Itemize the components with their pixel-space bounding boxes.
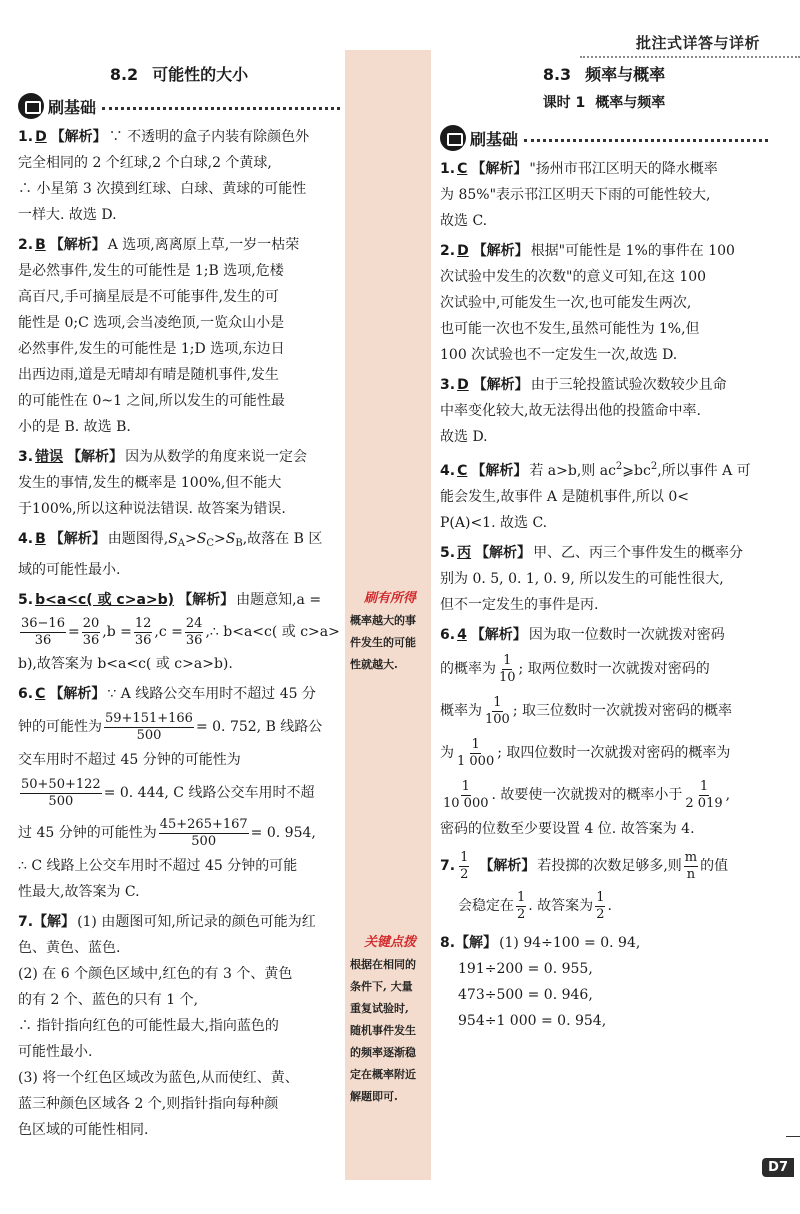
note-takeaway: 刷有所得 概率越大的事 件发生的可能 性就越大. [350, 591, 416, 671]
practice-banner: 刷基础 [18, 92, 340, 120]
answer-item-7: 7. $\frac{1}{2}$ 【解析】 若投掷的次数足够多,则 $\frac{m}{n}$ 的值 会稳定在 $\frac{1}{2}$ . 故答案为 $\frac{1}{2}$ . [440, 849, 729, 922]
fraction: $\frac{1}{2}$ [517, 889, 526, 922]
answer-item-7: 7.【解】 (1) 由题图可知,所记录的颜色可能为红 色、黄色、蓝色. (2) 在 6 个颜色区域中,红色的有 3 个、黄色 的有 2 个、蓝色的只有 1 个, ∴ 指针指向红色的可能性最大,指向蓝色的 可能性最小. (3) 将一个红色区域改为蓝色,从而使红、黄、 蓝三种颜色区域各 2 个,则指针指向每种颜 色区域的可能性相同. [18, 914, 316, 1138]
header-divider [580, 56, 800, 58]
fraction: $\frac{1}{1 000}$ [457, 736, 495, 769]
answer-item-6: 6. 4 【解析】 因为取一位数时一次就拨对密码 的概率为 $\frac{1}{10}$ ; 取两位数时一次就拨对密码的 概率为 $\frac{1}{100}$ ; 取三位数时一次就拨对密码的概率 为 $\frac{1}{1 000}$ ; 取四位数时一次就拨对密码的概率为 $\frac{1}{10 000}$ . 故要使一次就拨对的概率小于 $\frac{1}{2 019}$ , 密码的位数至少要设置 4 位. 故答案为 4. [440, 627, 732, 837]
fraction: $\frac{20}{36}$ [82, 615, 100, 648]
fraction: $\frac{1}{2 019}$ [685, 778, 723, 811]
dotted-rule [524, 139, 768, 142]
right-column [440, 62, 768, 1038]
header-tag: 批注式详答与详析 [635, 34, 760, 52]
answer-item-5: 5. b<a<c( 或 c>a>b) 【解析】 由题意知,a = $\frac{36-16}{36}$ = $\frac{20}{36}$ ,b = $\frac{12}{36}$ ,c = $\frac{24}{36}$ ,∴ b<a<c( 或 c>a> b),故答案为 b<a<c( 或 c>a>b). [18, 592, 340, 672]
fraction: $\frac{59+151+166}{500}$ [105, 710, 193, 743]
page-edge-line [786, 1136, 800, 1137]
fraction: $\frac{1}{10}$ [499, 652, 516, 685]
answer-item-6: 6. C 【解析】 ∵ A 线路公交车用时不超过 45 分 钟的可能性为 $\frac{59+151+166}{500}$ = 0. 752, B 线路公 交车用时不超过 45 分钟的可能性为 $\frac{50+50+122}{500}$ = 0. 444, C 线路公交车用时不超 过 45 分钟的可能性为 $\frac{45+265+167}{500}$ = 0. 954, ∴ C 线路上公交车用时不超过 45 分钟的可能 性最大,故答案为 C. [18, 686, 323, 900]
practice-banner: 刷基础 [440, 124, 768, 152]
answer-item-1: 1. C 【解析】 "扬州市邗江区明天的降水概率 为 85%"表示邗江区明天下雨的可能性较大, 故选 C. [440, 161, 718, 229]
brush-icon [18, 93, 44, 119]
fraction: $\frac{24}{36}$ [185, 615, 203, 648]
fraction: $\frac{50+50+122}{500}$ [21, 776, 101, 809]
fraction: $\frac{45+265+167}{500}$ [159, 816, 248, 849]
answer-item-4: 4. B 【解析】 由题图得$,S_A>S_C>S_B$,故落在 B 区 域的可能性最小. [18, 531, 323, 578]
fraction: $\frac{m}{n}$ [684, 849, 698, 882]
answer-item-1: 1. D 【解析】 ∵ 不透明的盒子内装有除颜色外 完全相同的 2 个红球,2 个白球,2 个黄球, ∴ 小星第 3 次摸到红球、白球、黄球的可能性 一样大. 故选 D. [18, 129, 310, 223]
fraction: $\frac{1}{2}$ [596, 889, 605, 922]
answer-item-2: 2. B 【解析】 A 选项,离离原上草,一岁一枯荣 是必然事件,发生的可能性是 1;B 选项,危楼 高百尺,手可摘星辰是不可能事件,发生的可 能性是 0;C 选项,会当凌绝顶,一览众山小是 必然事件,发生的可能性是 1;D 选项,东边日 出西边雨,道是无晴却有晴是随机事件,发生 的可能性在 0~1 之间,所以发生的可能性最 小的是 B. 故选 B. [18, 237, 300, 435]
dotted-rule [102, 107, 340, 110]
lesson-title: 课时 1 概率与频率 [542, 95, 666, 111]
answer-item-4: 4. C 【解析】 若 a>b,则 $ac^2⩾bc^2$,所以事件 A 可 能会发生,故事件 A 是随机事件,所以 0< P(A)<1. 故选 C. [440, 461, 751, 531]
note-key-tip: 关键点拨 根据在相同的 条件下, 大量 重复试验时, 随机事件发生 的频率逐渐稳 定在概率附近 解题即可. [350, 935, 416, 1103]
page-number-badge: D7 [762, 1158, 794, 1177]
fraction: $\frac{1}{100}$ [485, 694, 510, 727]
fraction: $\frac{1}{10 000}$ [443, 778, 489, 811]
section-title-8-2: 8.2 可能性的大小 [109, 65, 249, 84]
answer-item-2: 2. D 【解析】 根据"可能性是 1%的事件在 100 次试验中发生的次数"的意义可知,在这 100 次试验中,可能发生一次,也可能发生两次, 也可能一次也不发生,虽然可能性为 1%,但 100 次试验也不一定发生一次,故选 D. [440, 243, 735, 363]
brush-icon [440, 125, 466, 151]
answer-item-3: 3. D 【解析】 由于三轮投篮试验次数较少且命 中率变化较大,故无法得出他的投篮命中率. 故选 D. [440, 377, 727, 445]
fraction: $\frac{36-16}{36}$ [21, 615, 65, 648]
answer-fraction: $\frac{1}{2}$ [460, 849, 469, 882]
answer-item-3: 3. 错误 【解析】 因为从数学的角度来说一定会 发生的事情,发生的概率是 100%,但不能大 于100%,所以这种说法错误. 故答案为错误. [18, 449, 308, 517]
section-title-8-3: 8.3 频率与概率 [542, 65, 666, 84]
answer-item-8: 8.【解】 (1) 94÷100 = 0. 94, 191÷200 = 0. 955, 473÷500 = 0. 946, 954÷1 000 = 0. 954, [440, 935, 641, 1029]
answer-item-5: 5. 丙 【解析】 甲、乙、丙三个事件发生的概率分 别为 0. 5, 0. 1, 0. 9, 所以发生的可能性很大, 但不一定发生的事件是丙. [440, 545, 744, 613]
left-column [18, 62, 340, 1147]
fraction: $\frac{12}{36}$ [134, 615, 152, 648]
